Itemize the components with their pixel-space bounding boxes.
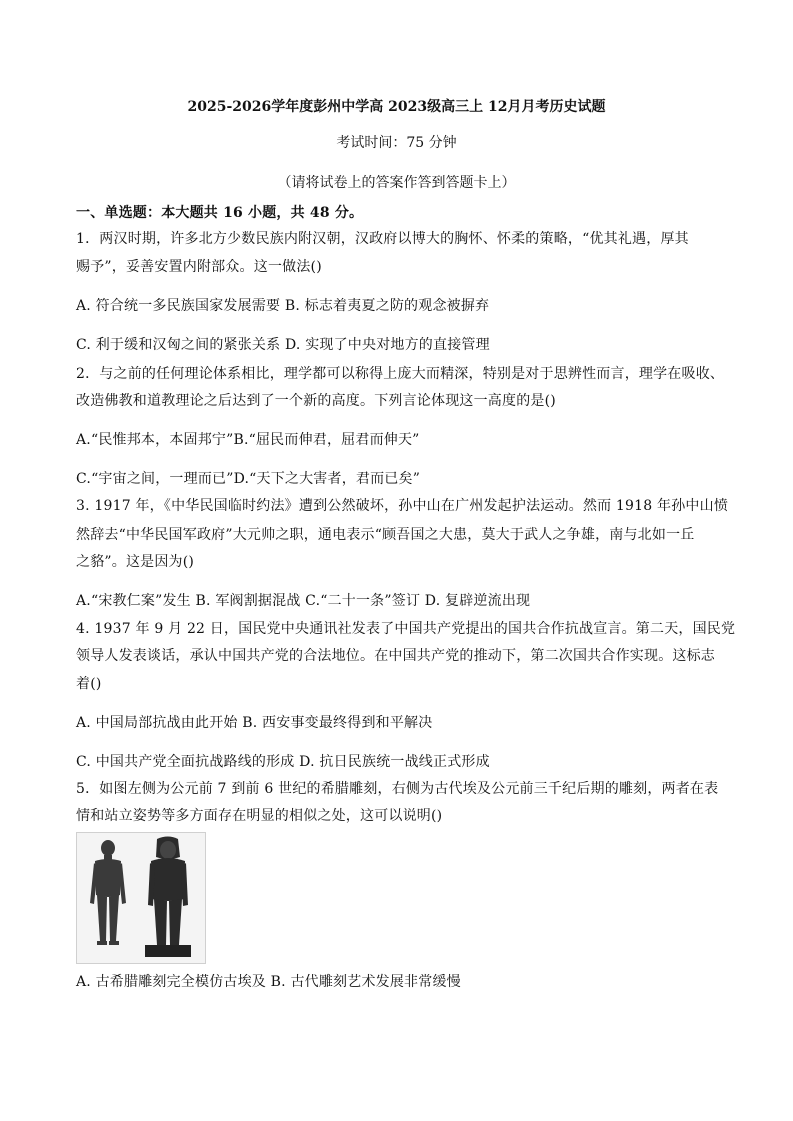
q3-options: A.“宋教仁案”发生 B. 军阀割据混战 C.“二十一条”签订 D. 复辟逆流出现 xyxy=(76,593,531,609)
q4-stem-line-1: 4. 1937 年 9 月 22 日，国民党中央通讯社发表了中国共产党提出的国共合作抗战宣言。第二天，国民党 xyxy=(76,621,736,637)
q2-option-cd: C.“宇宙之间，一理而已”D.“天下之大害者，君而已矣” xyxy=(76,471,421,487)
q3-stem-line-3: 之貉”。这是因为() xyxy=(76,554,195,570)
q4-stem-line-3: 着() xyxy=(76,676,102,692)
q5-option-ab: A. 古希腊雕刻完全模仿古埃及 B. 古代雕刻艺术发展非常缓慢 xyxy=(76,974,461,990)
q1-option-ab: A. 符合统一多民族国家发展需要 B. 标志着夷夏之防的观念被摒弃 xyxy=(76,298,490,314)
q4-option-cd: C. 中国共产党全面抗战路线的形成 D. 抗日民族统一战线正式形成 xyxy=(76,754,490,770)
q1-stem-line-1: 1．两汉时期，许多北方少数民族内附汉朝，汉政府以博大的胸怀、怀柔的策略，“优其礼遇，厚其 xyxy=(76,231,689,247)
section-heading: 一、单选题：本大题共 16 小题，共 48 分。 xyxy=(76,205,364,221)
q4-stem-line-2: 领导人发表谈话，承认中国共产党的合法地位。在中国共产党的推动下，第二次国共合作实现。这标志 xyxy=(76,648,715,664)
q1-option-cd: C. 利于缓和汉匈之间的紧张关系 D. 实现了中央对地方的直接管理 xyxy=(76,337,490,353)
q5-stem-line-1: 5．如图左侧为公元前 7 到前 6 世纪的希腊雕刻，右侧为古代埃及公元前三千纪后期的雕刻，两者在表 xyxy=(76,781,719,797)
q2-stem-line-1: 2．与之前的任何理论体系相比，理学都可以称得上庞大而精深，特别是对于思辨性而言，理学在吸收、 xyxy=(76,366,725,382)
sculpture-illustration xyxy=(77,833,205,963)
q5-stem-line-2: 情和站立姿势等多方面存在明显的相似之处，这可以说明() xyxy=(76,808,443,824)
q2-stem-line-2: 改造佛教和道教理论之后达到了一个新的高度。下列言论体现这一高度的是() xyxy=(76,393,556,409)
answer-note: （请将试卷上的答案作答到答题卡上） xyxy=(277,175,516,191)
exam-title: 2025-2026学年度彭州中学高 2023级高三上 12月月考历史试题 xyxy=(187,99,606,115)
exam-time: 考试时间：75 分钟 xyxy=(336,135,457,151)
q4-option-ab: A. 中国局部抗战由此开始 B. 西安事变最终得到和平解决 xyxy=(76,715,433,731)
q1-stem-line-2: 赐予”，妥善安置内附部众。这一做法() xyxy=(76,259,322,275)
q2-option-ab: A.“民惟邦本，本固邦宁”B.“屈民而伸君，屈君而伸天” xyxy=(76,432,420,448)
sculpture-figure xyxy=(76,832,206,964)
q3-stem-line-1: 3. 1917 年，《中华民国临时约法》遭到公然破坏，孙中山在广州发起护法运动。然而 1918 年孙中山愤 xyxy=(76,498,729,514)
q3-stem-line-2: 然辞去“中华民国军政府”大元帅之职，通电表示“顾吾国之大患，莫大于武人之争雄，南与北如一丘 xyxy=(76,527,695,543)
